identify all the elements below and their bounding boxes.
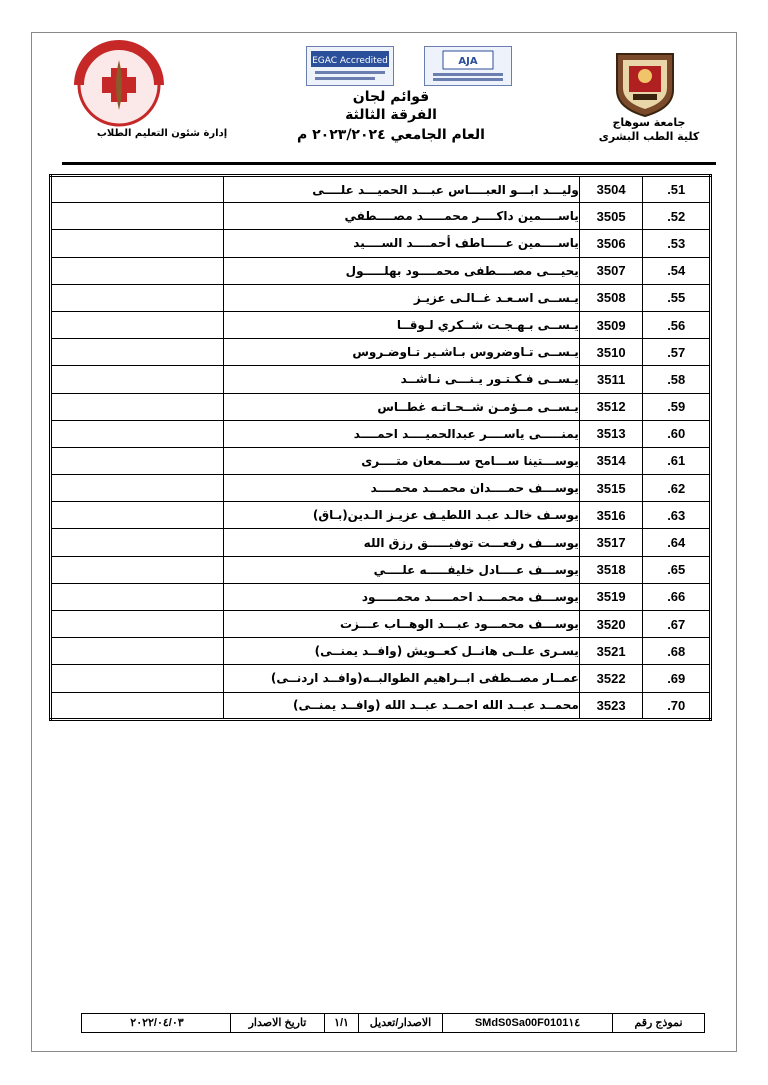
serial-number-cell: .54 (643, 257, 711, 284)
seat-number-cell: 3515 (579, 475, 643, 502)
table-row (51, 393, 711, 420)
student-name-cell: يـســى بـهـجـت شــكري لـوقــا (224, 311, 580, 338)
table-row (51, 692, 711, 719)
student-name-cell: يوســـف عــــادل خليفـــــه علــــي (224, 556, 580, 583)
blank-cell (51, 583, 224, 610)
student-name-cell: ياســــمين عـــــاطف أحمــــد الســــيد (224, 230, 580, 257)
seat-number-cell: 3517 (579, 529, 643, 556)
seat-number-cell: 3505 (579, 203, 643, 230)
blank-cell (51, 475, 224, 502)
table-row (51, 475, 711, 502)
blank-cell (51, 339, 224, 366)
seat-number-cell: 3507 (579, 257, 643, 284)
blank-cell (51, 692, 224, 719)
student-name-cell: يحيـــى مصــــطفى محمــــود بهلـــــول (224, 257, 580, 284)
student-committee-table (49, 174, 712, 721)
issue-date-value: ٢٠٢٢/٠٤/٠٣ (130, 1017, 184, 1029)
seat-number-cell: 3510 (579, 339, 643, 366)
student-name-cell: يوســـف محمــــد احمـــــد محمـــــود (224, 583, 580, 610)
blank-cell (51, 366, 224, 393)
table-row (51, 665, 711, 692)
aja-cert-text: AJA (458, 56, 478, 67)
seat-number-cell: 3508 (579, 284, 643, 311)
blank-cell (51, 284, 224, 311)
student-name-cell: يـســى مــؤمـن شــحـاتـه غطــاس (224, 393, 580, 420)
blank-cell (51, 203, 224, 230)
student-name-cell: يـســى اسـعـد غــالـى عزيـز (224, 284, 580, 311)
seat-number-cell: 3522 (579, 665, 643, 692)
table-row (51, 556, 711, 583)
student-name-cell: يـســى تـاوضروس بـاشـير تـاوضـروس (224, 339, 580, 366)
edition-value: ١/١ (324, 1014, 358, 1032)
form-number-label: نموذج رقم (612, 1014, 704, 1032)
student-name-cell: عمــار مصــطفى ابــراهيم الطوالبــه(وافــد اردنــى) (224, 665, 580, 692)
blank-cell (51, 393, 224, 420)
university-logo (609, 46, 681, 118)
aja-cert-badge (424, 46, 512, 86)
table-row (51, 284, 711, 311)
table-row (51, 339, 711, 366)
table-row (51, 176, 711, 203)
blank-cell (51, 447, 224, 474)
egac-cert-badge (306, 46, 394, 86)
blank-cell (51, 420, 224, 447)
document-footer (81, 1013, 705, 1033)
serial-number-cell: .62 (643, 475, 711, 502)
serial-number-cell: .51 (643, 176, 711, 203)
table-row (51, 230, 711, 257)
blank-cell (51, 529, 224, 556)
title-year-level: الفرقة الثالثة (345, 107, 437, 123)
blank-cell (51, 665, 224, 692)
blank-cell (51, 556, 224, 583)
seat-number-cell: 3523 (579, 692, 643, 719)
table-row (51, 311, 711, 338)
blank-cell (51, 176, 224, 203)
seat-number-cell: 3516 (579, 502, 643, 529)
seat-number-cell: 3514 (579, 447, 643, 474)
blank-cell (51, 230, 224, 257)
seat-number-cell: 3513 (579, 420, 643, 447)
title-academic-year: العام الجامعي ٢٠٢٣/٢٠٢٤ م (297, 127, 485, 143)
student-name-cell: يوســـف حمــــدان محمـــد محمــــد (224, 475, 580, 502)
seat-number-cell: 3511 (579, 366, 643, 393)
header-divider (62, 162, 716, 165)
table-row (51, 257, 711, 284)
serial-number-cell: .60 (643, 420, 711, 447)
serial-number-cell: .57 (643, 339, 711, 366)
faculty-name: كلية الطب البشرى (598, 130, 700, 143)
serial-number-cell: .67 (643, 611, 711, 638)
table-row (51, 583, 711, 610)
serial-number-cell: .66 (643, 583, 711, 610)
seat-number-cell: 3521 (579, 638, 643, 665)
serial-number-cell: .64 (643, 529, 711, 556)
seat-number-cell: 3519 (579, 583, 643, 610)
student-name-cell: وليـــد ابـــو العبــــاس عبـــد الحميـــد علــــى (224, 176, 580, 203)
serial-number-cell: .61 (643, 447, 711, 474)
student-name-cell: يوسـف خالـد عبـد اللطيـف عزيـز الـدين(بـاق) (224, 502, 580, 529)
student-name-cell: يوســـتينا ســـامح ســــمعان متــــرى (224, 447, 580, 474)
student-name-cell: يسـرى علــى هانــل كعــويش (وافــد يمنــى) (224, 638, 580, 665)
serial-number-cell: .58 (643, 366, 711, 393)
student-name-cell: يمنـــــى ياســــر عبدالحميــــد احمــــد (224, 420, 580, 447)
serial-number-cell: .56 (643, 311, 711, 338)
issue-date-label: تاريخ الاصدار (230, 1014, 324, 1032)
seat-number-cell: 3520 (579, 611, 643, 638)
seat-number-cell: 3504 (579, 176, 643, 203)
serial-number-cell: .63 (643, 502, 711, 529)
document-header (31, 32, 737, 167)
seat-number-cell: 3512 (579, 393, 643, 420)
table-row (51, 420, 711, 447)
seat-number-cell: 3506 (579, 230, 643, 257)
serial-number-cell: .53 (643, 230, 711, 257)
form-number-value: SMdS0Sa00F0101١٤ (442, 1014, 612, 1032)
edition-label: الاصدار/تعديل (358, 1014, 442, 1032)
blank-cell (51, 502, 224, 529)
seat-number-cell: 3509 (579, 311, 643, 338)
table-row (51, 502, 711, 529)
table-row (51, 366, 711, 393)
table-row (51, 447, 711, 474)
serial-number-cell: .52 (643, 203, 711, 230)
student-name-cell: يوســـف رفعـــت توفيـــــق رزق الله (224, 529, 580, 556)
table-row (51, 203, 711, 230)
student-name-cell: ياســــمين داكــــر محمـــــد مصــــطفي (224, 203, 580, 230)
student-name-cell: يوســـف محمـــود عبـــد الوهــاب عـــزت (224, 611, 580, 638)
blank-cell (51, 611, 224, 638)
table-row (51, 529, 711, 556)
seat-number-cell: 3518 (579, 556, 643, 583)
serial-number-cell: .70 (643, 692, 711, 719)
table-row (51, 638, 711, 665)
serial-number-cell: .59 (643, 393, 711, 420)
serial-number-cell: .55 (643, 284, 711, 311)
serial-number-cell: .65 (643, 556, 711, 583)
blank-cell (51, 638, 224, 665)
faculty-logo (69, 40, 169, 130)
table-row (51, 611, 711, 638)
blank-cell (51, 257, 224, 284)
university-name-block (589, 116, 709, 144)
blank-cell (51, 311, 224, 338)
serial-number-cell: .68 (643, 638, 711, 665)
student-name-cell: محمــد عبــد الله احمــد عبــد الله (وافــد يمنــى) (224, 692, 580, 719)
title-committees: قوائم لجان (352, 89, 430, 105)
egac-cert-text: EGAC Accredited (312, 56, 388, 66)
department-name: إدارة شئون التعليم الطلاب (96, 128, 228, 139)
document-title (271, 88, 511, 146)
university-name: جامعة سوهاج (612, 116, 686, 129)
student-name-cell: يـســى فـكـتـور يـنـــى نـاشــد (224, 366, 580, 393)
serial-number-cell: .69 (643, 665, 711, 692)
